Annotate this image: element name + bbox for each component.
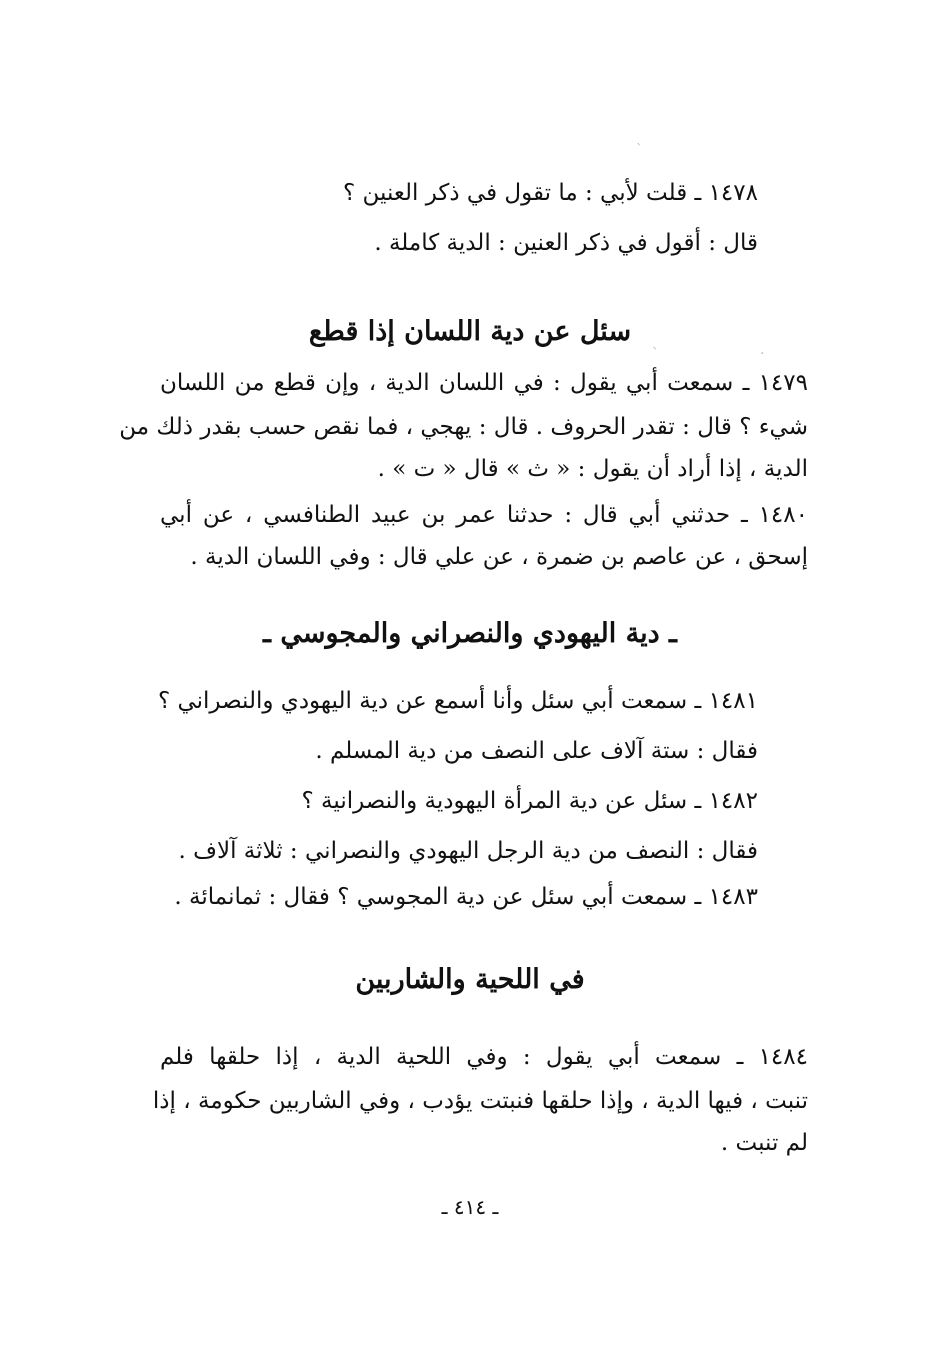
entry-1479-line-2: شيء ؟ قال : تقدر الحروف . قال : يهجي ، فما نقص حسب بقدر ذلك من [119,414,808,440]
scan-speck: ˋ [652,346,659,362]
scan-speck: · [760,346,765,362]
entry-1484-line-2: تنبت ، فيها الدية ، وإذا حلقها فنبتت يؤدب ، وفي الشاربين حكومة ، إذا [152,1088,808,1114]
entry-1483: ١٤٨٣ ـ سمعت أبي سئل عن دية المجوسي ؟ فقال : ثمانمائة . [174,884,758,910]
entry-1480-line-2: إسحق ، عن عاصم بن ضمرة ، عن علي قال : وفي اللسان الدية . [190,544,808,570]
entry-1482-question: ١٤٨٢ ـ سئل عن دية المرأة اليهودية والنصرانية ؟ [301,788,758,814]
entry-1484-line-1: ١٤٨٤ ـ سمعت أبي يقول : وفي اللحية الدية ، إذا حلقها فلم [160,1044,808,1070]
section-heading-jew-christian-magian: ـ دية اليهودي والنصراني والمجوسي ـ [263,618,677,649]
entry-1479-line-3: الدية ، إذا أراد أن يقول : « ث » قال « ت » . [377,456,808,482]
entry-1484-line-3: لم تنبت . [720,1130,808,1156]
page-number: ـ ٤١٤ ـ [441,1195,499,1219]
scan-speck: ˋ [636,142,643,158]
entry-1479-line-1: ١٤٧٩ ـ سمعت أبي يقول : في اللسان الدية ، وإن قطع من اللسان [160,370,808,396]
section-heading-tongue: سئل عن دية اللسان إذا قطع [308,316,632,347]
entry-1481-question: ١٤٨١ ـ سمعت أبي سئل وأنا أسمع عن دية اليهودي والنصراني ؟ [157,688,758,714]
entry-1481-answer: فقال : ستة آلاف على النصف من دية المسلم . [315,738,758,764]
section-heading-beard-moustache: في اللحية والشاربين [355,964,585,995]
entry-1478-answer: قال : أقول في ذكر العنين : الدية كاملة . [374,230,758,256]
entry-1480-line-1: ١٤٨٠ ـ حدثني أبي قال : حدثنا عمر بن عبيد الطنافسي ، عن أبي [160,502,808,528]
entry-1478-question: ١٤٧٨ ـ قلت لأبي : ما تقول في ذكر العنين ؟ [343,180,758,206]
entry-1482-answer: فقال : النصف من دية الرجل اليهودي والنصراني : ثلاثة آلاف . [178,838,758,864]
